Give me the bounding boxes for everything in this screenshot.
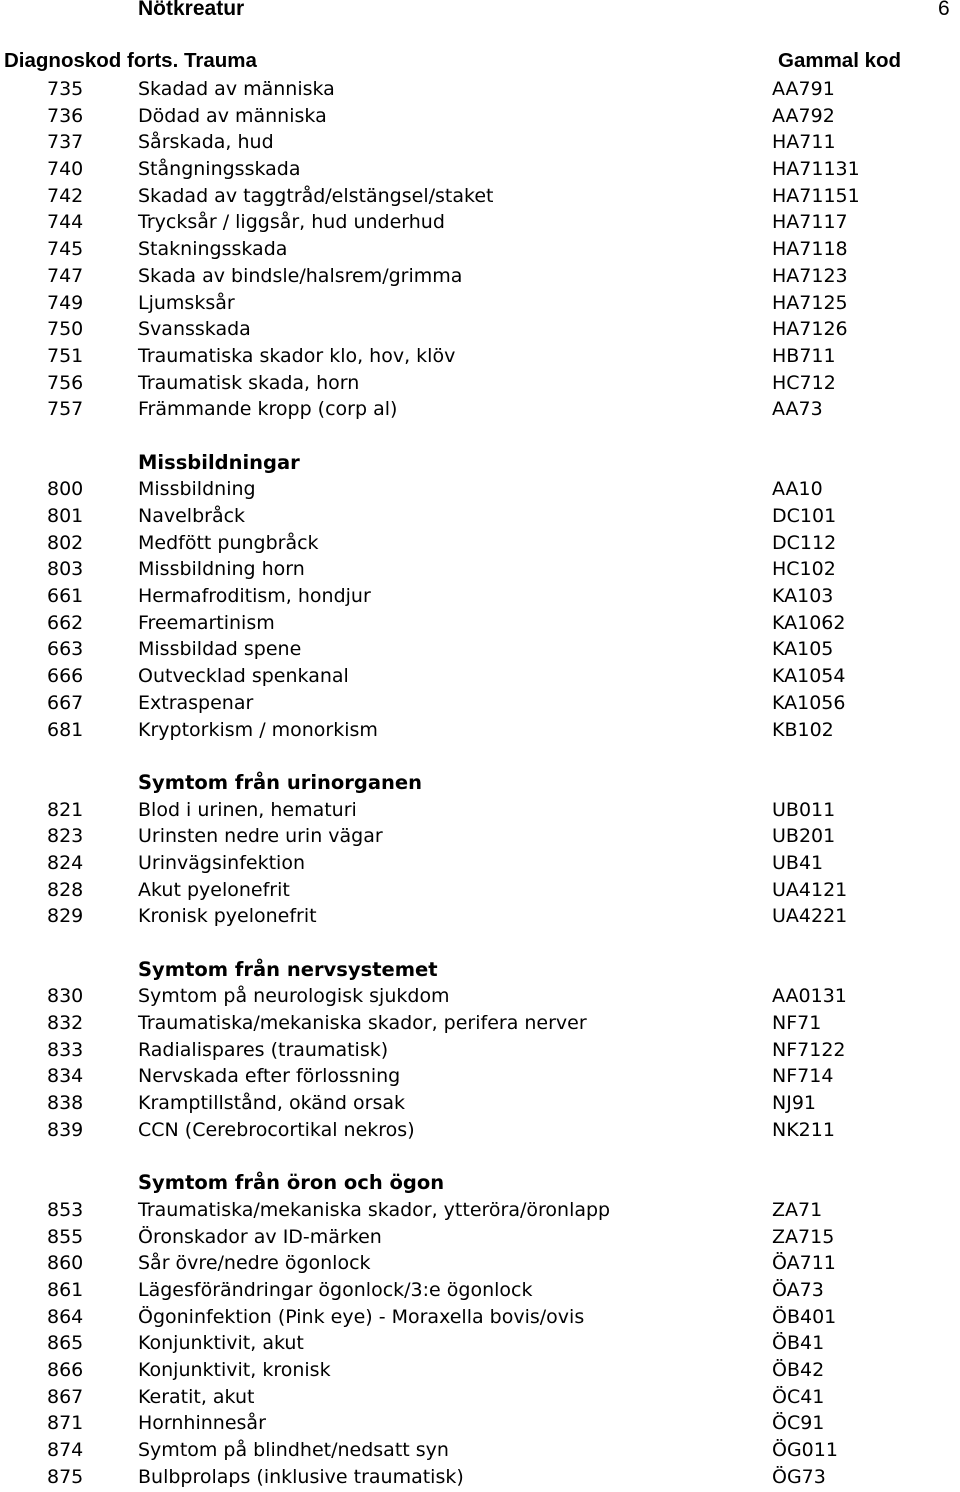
diagnosis-description: Urinvägsinfektion xyxy=(138,851,305,874)
diagnosis-code: 833 xyxy=(47,1038,84,1061)
diagnosis-code: 823 xyxy=(47,825,84,848)
diagnosis-description: Symtom på blindhet/nedsatt syn xyxy=(138,1439,449,1462)
old-code: HC712 xyxy=(772,371,836,394)
diagnosis-description: Sår övre/nedre ögonlock xyxy=(138,1252,371,1275)
section-spacer xyxy=(0,423,960,450)
table-row xyxy=(0,1117,960,1144)
diagnosis-description: Hornhinnesår xyxy=(138,1412,266,1435)
old-code: AA0131 xyxy=(772,985,847,1008)
table-row xyxy=(0,183,960,210)
diagnosis-description: Konjunktivit, kronisk xyxy=(138,1359,331,1381)
table-row xyxy=(0,209,960,236)
table-row xyxy=(0,717,960,744)
diagnosis-code: 821 xyxy=(47,798,84,821)
diagnosis-code: 838 xyxy=(47,1092,84,1115)
diagnosis-description: Öronskador av ID-märken xyxy=(138,1225,382,1248)
old-code: NF71 xyxy=(772,1012,822,1035)
table-row xyxy=(0,1010,960,1037)
diagnosis-description: Stångningsskada xyxy=(138,158,301,181)
old-code: HA7123 xyxy=(772,264,848,287)
old-code: NF7122 xyxy=(772,1038,846,1061)
table-row xyxy=(0,1330,960,1357)
diagnosis-code: 742 xyxy=(47,184,84,207)
table-row xyxy=(0,370,960,397)
old-code: UA4121 xyxy=(772,878,848,901)
diagnosis-code: 750 xyxy=(47,318,84,341)
old-code: ÖA711 xyxy=(772,1252,836,1275)
diagnosis-code: 757 xyxy=(47,398,84,421)
diagnosis-code: 740 xyxy=(47,158,84,181)
diagnosis-description: Dödad av människa xyxy=(138,104,327,127)
old-code: KB102 xyxy=(772,718,834,741)
old-code: ÖG73 xyxy=(772,1465,826,1488)
old-code: HA7117 xyxy=(772,211,848,234)
diagnosis-code: 735 xyxy=(47,78,84,100)
diagnosis-code: 832 xyxy=(47,1012,84,1035)
table-row xyxy=(0,1250,960,1277)
old-code: ÖB41 xyxy=(772,1332,825,1355)
diagnosis-description: Bulbprolaps (inklusive traumatisk) xyxy=(138,1465,464,1488)
diagnosis-description: Missbildning horn xyxy=(138,558,305,581)
old-code: AA73 xyxy=(772,398,823,421)
old-code: ZA715 xyxy=(772,1225,835,1248)
diagnosis-code: 756 xyxy=(47,371,84,394)
diagnosis-description: Konjunktivit, akut xyxy=(138,1332,304,1355)
table-row xyxy=(0,103,960,130)
diagnosis-description: Stakningsskada xyxy=(138,238,288,261)
table-row xyxy=(0,690,960,717)
diagnosis-code: 865 xyxy=(47,1332,84,1355)
diagnosis-code: 736 xyxy=(47,104,84,127)
table-row xyxy=(0,263,960,290)
diagnosis-code: 839 xyxy=(47,1118,84,1141)
table-row xyxy=(0,797,960,824)
table-row xyxy=(0,476,960,503)
table-row xyxy=(0,503,960,530)
diagnosis-description: Ögoninfektion (Pink eye) - Moraxella bovis/ovis xyxy=(138,1305,585,1328)
table-row xyxy=(0,1063,960,1090)
table-row xyxy=(0,877,960,904)
table-row xyxy=(0,1197,960,1224)
diagnosis-code: 824 xyxy=(47,851,84,874)
old-code: UB201 xyxy=(772,825,836,848)
old-code: KA1056 xyxy=(772,691,846,714)
diagnosis-description: Skadad av människa xyxy=(138,78,335,100)
diagnosis-description: Urinsten nedre urin vägar xyxy=(138,825,383,848)
old-code: NK211 xyxy=(772,1118,835,1141)
diagnosis-description: Missbildad spene xyxy=(138,638,302,661)
diagnosis-description: Extraspenar xyxy=(138,691,254,714)
diagnosis-code: 681 xyxy=(47,718,84,741)
section-spacer xyxy=(0,930,960,957)
diagnosis-code: 861 xyxy=(47,1278,84,1301)
page-title: Nötkreatur xyxy=(138,0,245,20)
old-code: HB711 xyxy=(772,344,836,367)
old-code: AA10 xyxy=(772,478,823,501)
diagnosis-code: 866 xyxy=(47,1359,84,1381)
table-row xyxy=(0,129,960,156)
diagnosis-description: Ljumsksår xyxy=(138,291,235,314)
diagnosis-code: 802 xyxy=(47,531,84,554)
table-row xyxy=(0,343,960,370)
old-code: AA792 xyxy=(772,104,835,127)
diagnosis-code: 751 xyxy=(47,344,84,367)
old-code: HA71151 xyxy=(772,184,860,207)
diagnosis-code: 864 xyxy=(47,1305,84,1328)
diagnosis-description: Blod i urinen, hematuri xyxy=(138,798,357,821)
diagnosis-description: Outvecklad spenkanal xyxy=(138,665,349,688)
table-row xyxy=(0,1464,960,1491)
table-row xyxy=(0,530,960,557)
old-code: UB41 xyxy=(772,851,824,874)
diagnosis-code: 745 xyxy=(47,238,84,261)
diagnosis-description: Lägesförändringar ögonlock/3:e ögonlock xyxy=(138,1278,533,1301)
old-code: ÖB42 xyxy=(772,1359,825,1381)
table-row xyxy=(0,1437,960,1464)
old-code-header: Gammal kod xyxy=(778,49,902,72)
old-code: UA4221 xyxy=(772,905,848,928)
old-code: HA71131 xyxy=(772,158,860,181)
diagnosis-code: 801 xyxy=(47,505,84,527)
diagnosis-description: Freemartinism xyxy=(138,611,275,634)
old-code: NJ91 xyxy=(772,1092,816,1115)
table-row xyxy=(0,236,960,263)
table-row xyxy=(0,583,960,610)
section-header xyxy=(0,957,960,984)
section-spacer xyxy=(0,743,960,770)
diagnosis-description: Akut pyelonefrit xyxy=(138,878,290,901)
old-code: HA7118 xyxy=(772,238,848,261)
section-header xyxy=(0,1170,960,1197)
old-code: DC101 xyxy=(772,505,837,527)
table-header xyxy=(0,49,960,75)
diagnosis-description: Skadad av taggtråd/elstängsel/staket xyxy=(138,184,494,207)
diagnosis-description: Kronisk pyelonefrit xyxy=(138,905,317,928)
table-row xyxy=(0,983,960,1010)
section-spacer xyxy=(0,1144,960,1171)
diagnosis-code: 663 xyxy=(47,638,84,661)
old-code: ÖC41 xyxy=(772,1385,825,1408)
diagnosis-code: 860 xyxy=(47,1252,84,1275)
table-row xyxy=(0,850,960,877)
table-row xyxy=(0,76,960,103)
diagnosis-description: Symtom på neurologisk sjukdom xyxy=(138,985,450,1008)
diagnosis-code: 855 xyxy=(47,1225,84,1248)
old-code: ÖA73 xyxy=(772,1278,824,1301)
table-row xyxy=(0,156,960,183)
diagnosis-code: 666 xyxy=(47,665,84,688)
diagnosis-description: Traumatiska/mekaniska skador, perifera nerver xyxy=(138,1012,587,1035)
section-title: Symtom från urinorganen xyxy=(138,770,423,794)
table-row xyxy=(0,610,960,637)
table-row xyxy=(0,636,960,663)
diagnosis-code: 875 xyxy=(47,1465,84,1488)
diagnosis-description: Missbildning xyxy=(138,478,256,501)
table-row xyxy=(0,1304,960,1331)
old-code: KA103 xyxy=(772,585,834,608)
section-header xyxy=(0,770,960,797)
diagnosis-code: 749 xyxy=(47,291,84,314)
old-code: HA711 xyxy=(772,131,836,154)
diagnosis-code: 834 xyxy=(47,1065,84,1088)
diagnosis-description: Medfött pungbråck xyxy=(138,531,319,554)
table-row xyxy=(0,1277,960,1304)
old-code: ZA71 xyxy=(772,1198,823,1221)
section-header xyxy=(0,450,960,477)
table-row xyxy=(0,903,960,930)
diagnosis-description: Traumatisk skada, horn xyxy=(138,371,360,394)
diagnosis-code: 800 xyxy=(47,478,84,501)
table-row xyxy=(0,823,960,850)
diagnosis-description: Trycksår / liggsår, hud underhud xyxy=(138,211,445,234)
old-code: KA1054 xyxy=(772,665,846,688)
diagnosis-description: Navelbråck xyxy=(138,505,246,527)
diagnosis-description: Svansskada xyxy=(138,318,251,341)
table-row xyxy=(0,316,960,343)
diagnosis-description: Kryptorkism / monorkism xyxy=(138,718,378,741)
old-code: DC112 xyxy=(772,531,837,554)
section-title: Missbildningar xyxy=(138,450,300,474)
diagnosis-description: Traumatiska/mekaniska skador, ytteröra/öronlapp xyxy=(138,1198,611,1221)
table-row xyxy=(0,1357,960,1384)
diagnosis-description: Keratit, akut xyxy=(138,1385,255,1408)
table-row xyxy=(0,396,960,423)
table-row xyxy=(0,1410,960,1437)
diagnosis-code: 828 xyxy=(47,878,84,901)
old-code: NF714 xyxy=(772,1065,834,1088)
old-code: ÖB401 xyxy=(772,1305,837,1328)
table-row xyxy=(0,663,960,690)
old-code: KA105 xyxy=(772,638,834,661)
diagnosis-description: CCN (Cerebrocortikal nekros) xyxy=(138,1118,415,1141)
page-number: 6 xyxy=(938,0,950,20)
diagnosis-code: 667 xyxy=(47,691,84,714)
old-code: HA7125 xyxy=(772,291,848,314)
diagnosis-description: Främmande kropp (corp al) xyxy=(138,398,398,421)
diagnosis-code: 853 xyxy=(47,1198,84,1221)
table-row xyxy=(0,290,960,317)
diagnosis-code: 871 xyxy=(47,1412,84,1435)
diagnosis-description: Sårskada, hud xyxy=(138,131,274,154)
diagnosis-code: 661 xyxy=(47,585,84,608)
diagnosis-table xyxy=(0,76,960,1490)
diagnosis-description: Hermafroditism, hondjur xyxy=(138,585,371,608)
section-title: Symtom från nervsystemet xyxy=(138,957,438,981)
diagnosis-description: Kramptillstånd, okänd orsak xyxy=(138,1092,406,1115)
table-row xyxy=(0,1224,960,1251)
table-row xyxy=(0,1037,960,1064)
diagnosis-code: 829 xyxy=(47,905,84,928)
diagnosis-code: 662 xyxy=(47,611,84,634)
old-code: HC102 xyxy=(772,558,836,581)
table-row xyxy=(0,1384,960,1411)
diagnosis-description: Radialispares (traumatisk) xyxy=(138,1038,389,1061)
diagnosis-code: 830 xyxy=(47,985,84,1008)
diagnosis-code: 803 xyxy=(47,558,84,581)
old-code: KA1062 xyxy=(772,611,846,634)
diagnosis-description: Nervskada efter förlossning xyxy=(138,1065,401,1088)
diagnosis-code: 747 xyxy=(47,264,84,287)
table-row xyxy=(0,556,960,583)
table-row xyxy=(0,1090,960,1117)
old-code: HA7126 xyxy=(772,318,848,341)
old-code: ÖC91 xyxy=(772,1412,825,1435)
old-code: AA791 xyxy=(772,78,835,100)
diagnosis-code: 874 xyxy=(47,1439,84,1462)
diagnosis-description: Traumatiska skador klo, hov, klöv xyxy=(138,344,456,367)
old-code: ÖG011 xyxy=(772,1439,838,1462)
diagnosis-code: 867 xyxy=(47,1385,84,1408)
diagnosis-description: Skada av bindsle/halsrem/grimma xyxy=(138,264,463,287)
section-title: Symtom från öron och ögon xyxy=(138,1171,445,1195)
diagnosis-code: 737 xyxy=(47,131,84,154)
diagnosis-code-header: Diagnoskod forts. Trauma xyxy=(4,49,257,72)
old-code: UB011 xyxy=(772,798,836,821)
diagnosis-code: 744 xyxy=(47,211,84,234)
